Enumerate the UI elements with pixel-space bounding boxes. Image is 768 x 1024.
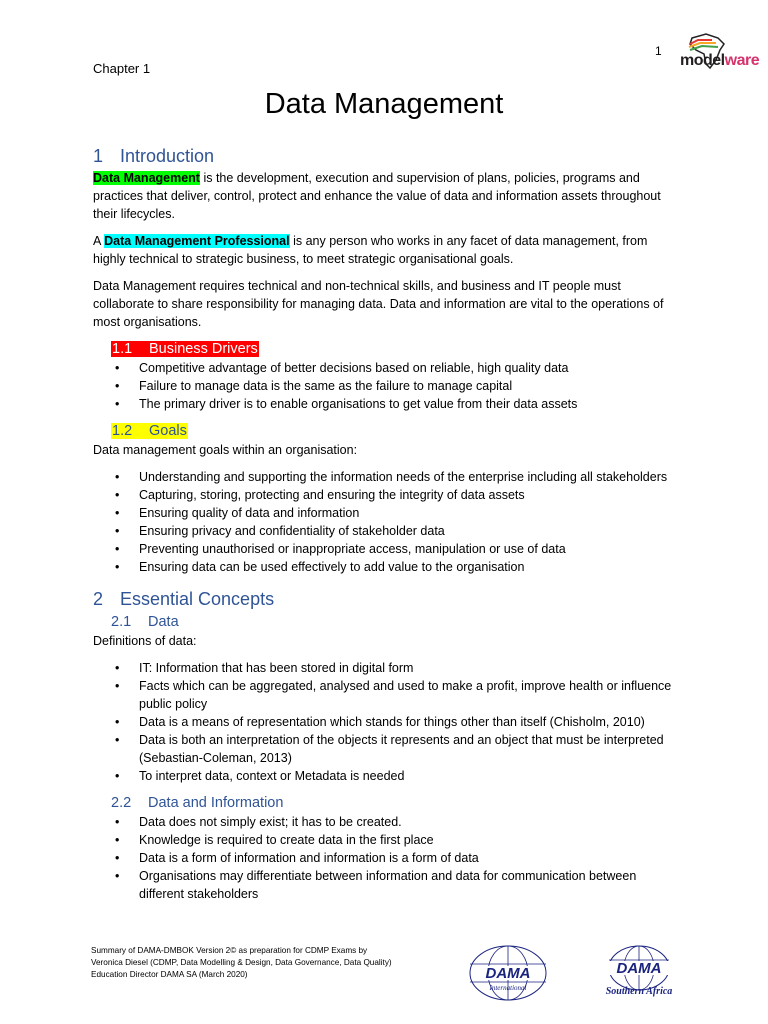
list-item: • Capturing, storing, protecting and ensuring the integrity of data assets [93,486,678,504]
footer-line: Veronica Diesel (CDMP, Data Modelling & Design, Data Governance, Data Quality) [91,958,392,967]
list-item: • Ensuring quality of data and information [93,504,678,522]
heading-data-and-information [93,793,678,813]
list-item: • To interpret data, context or Metadata is needed [93,767,678,785]
footer-line: Education Director DAMA SA (March 2020) [91,970,248,979]
list-item: • Ensuring privacy and confidentiality of stakeholder data [93,522,678,540]
logo-text: DAMA [485,965,531,982]
heading-goals [93,421,678,441]
paragraph-professional [93,232,678,268]
list-item: • Preventing unauthorised or inappropriate access, manipulation or use of data [93,540,678,558]
section-number: 1.1 [112,341,133,357]
section-title: Business Drivers [149,341,258,357]
list-item: • Data is both an interpretation of the objects it represents and an object that must be interpreted (Sebastian-Coleman, 2013) [93,731,678,767]
section-number: 2.2 [111,795,132,811]
highlighted-heading [111,423,188,439]
section-number: 2.1 [111,614,132,630]
modelware-logo [672,30,768,76]
list-item: • Organisations may differentiate between information and data for communication between different stakeholders [93,867,678,903]
footer-credits [91,945,451,981]
list-item: • Facts which can be aggregated, analysed and used to make a profit, improve health or influence public policy [93,677,678,713]
page-title: Data Management [264,88,504,120]
list-item: • Competitive advantage of better decisions based on reliable, high quality data [93,359,678,377]
section-title: Goals [149,423,187,439]
paragraph-skills: Data Management requires technical and non-technical skills, and business and IT people must collaborate to share responsibility for managing data. Data and information are vital to the operations of most organisations. [93,279,664,329]
heading-data [93,612,678,632]
page-number: 1 [655,44,662,58]
paragraph-definition [93,169,678,223]
goals-list [93,468,678,576]
paragraph-text: is the development, execution and supervision of plans, policies, programs and practices that deliver, control, protect and enhance the value of data and information assets throughout their lifecycles. [93,171,661,221]
paragraph-text: is any person who works in any facet of data management, from highly technical to strategic business, to meet strategic organisational goals. [93,234,648,266]
chapter-label: Chapter 1 [93,61,151,76]
goals-intro: Data management goals within an organisation: [93,443,358,457]
data-definitions-list [93,659,678,785]
section-number: 2 [93,589,104,609]
logo-wordmark: modelware [680,52,760,69]
section-title: Introduction [120,146,215,166]
heading-business-drivers [93,339,678,359]
highlighted-term: Data Management [93,171,200,185]
data-information-list [93,813,678,903]
heading-essential-concepts [93,586,678,612]
list-item: • Failure to manage data is the same as the failure to manage capital [93,377,678,395]
data-intro: Definitions of data: [93,634,197,648]
list-item: • Ensuring data can be used effectively to add value to the organisation [93,558,678,576]
dama-international-logo [467,944,549,1002]
highlighted-term: Data Management Professional [104,234,290,248]
heading-introduction [93,143,678,169]
list-item: • Understanding and supporting the information needs of the enterprise including all stakeholders [93,468,678,486]
footer-line: Summary of DAMA-DMBOK Version 2© as preparation for CDMP Exams by [91,946,368,955]
highlighted-heading [111,341,259,357]
list-item: • Data is a form of information and information is a form of data [93,849,678,867]
list-item: • Data is a means of representation which stands for things other than itself (Chisholm, 2010) [93,713,678,731]
section-number: 1.2 [112,423,133,439]
section-title: Data [148,614,179,630]
dama-southern-africa-logo [593,944,685,1000]
list-item: • Data does not simply exist; it has to be created. [93,813,678,831]
business-drivers-list [93,359,678,413]
document-body [93,143,678,903]
section-title: Data and Information [148,795,284,811]
logo-subtext: Southern Africa [605,986,673,997]
list-item: • IT: Information that has been stored in digital form [93,659,678,677]
paragraph-text: A [93,234,105,248]
logo-text: DAMA [616,960,662,977]
list-item: • Knowledge is required to create data in the first place [93,831,678,849]
section-title: Essential Concepts [120,589,275,609]
section-number: 1 [93,146,104,166]
list-item: • The primary driver is to enable organisations to get value from their data assets [93,395,678,413]
logo-subtext: International [489,984,527,992]
